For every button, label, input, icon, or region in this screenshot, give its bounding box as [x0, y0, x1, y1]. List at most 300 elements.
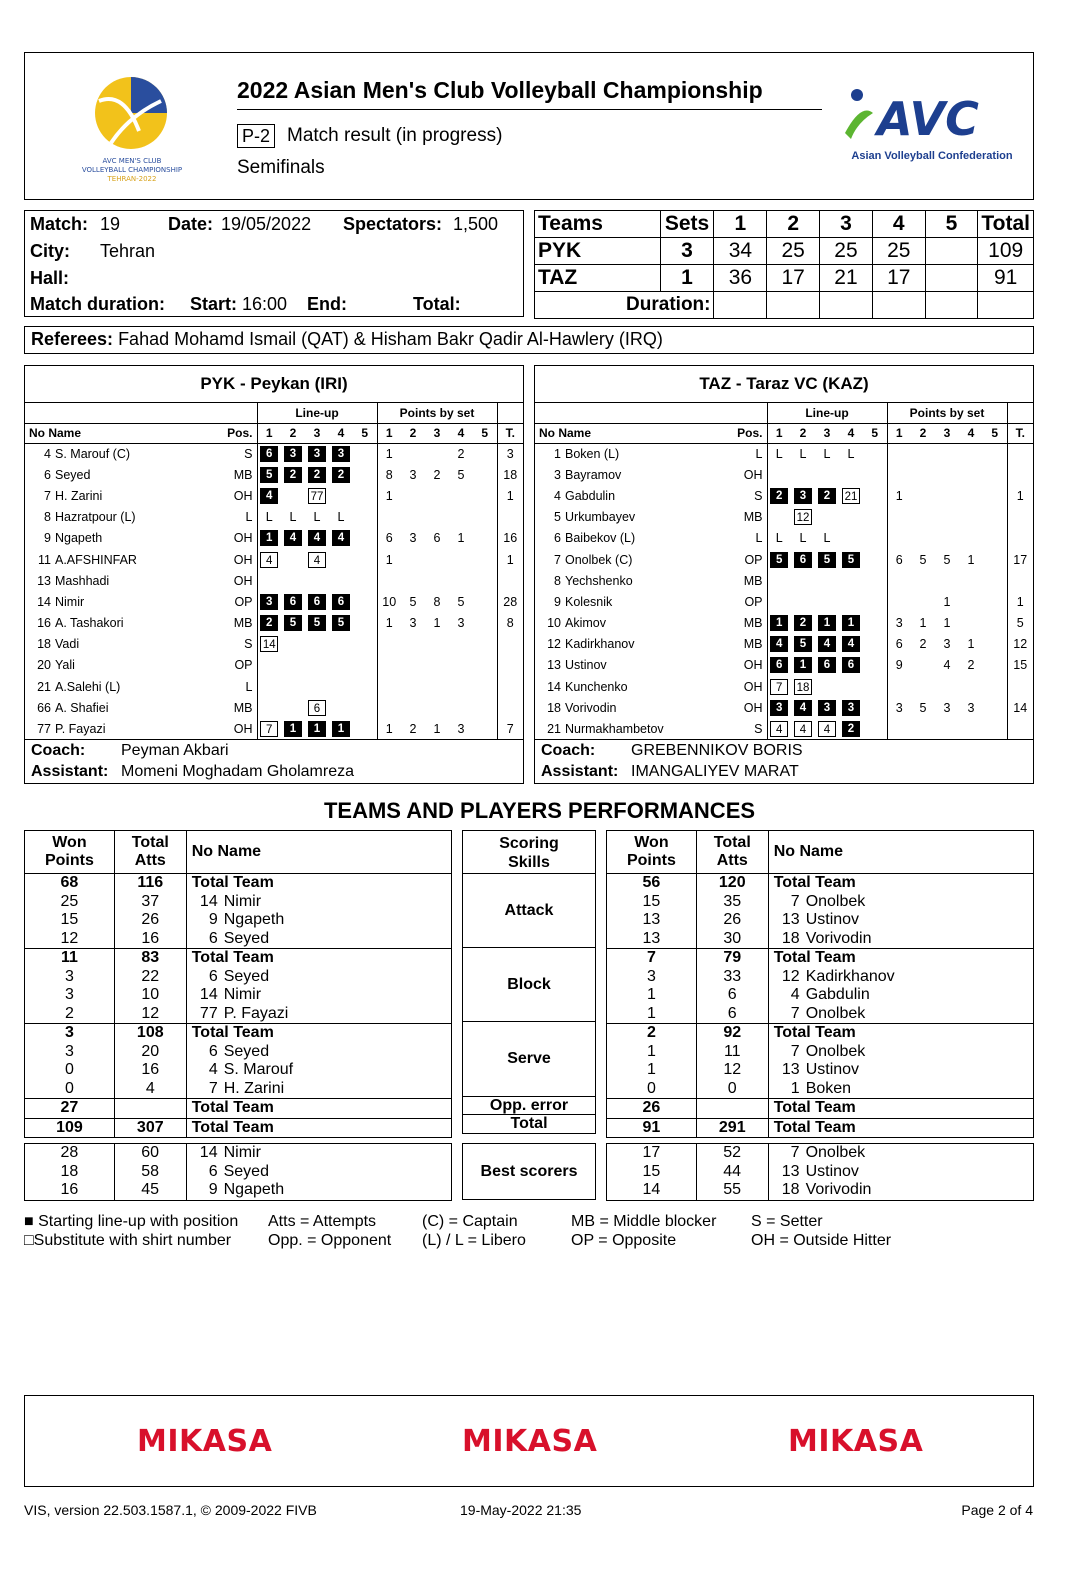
player-name-text: S. Marouf: [223, 1061, 294, 1078]
total-atts-cell: 26: [114, 911, 186, 930]
player-name-text: Gabdulin: [805, 986, 870, 1003]
total-atts-cell: 116: [114, 874, 186, 893]
set-points-cell: [911, 507, 935, 528]
player-total-points: 3: [497, 443, 523, 464]
set-points-cell: [887, 464, 911, 485]
won-points-cell: 1: [607, 1043, 697, 1062]
lineup-cell: [839, 613, 863, 634]
city-label: City:: [30, 241, 70, 261]
sponsor-logo: MIKASA: [788, 1424, 924, 1459]
sets-duration-row: [535, 292, 1034, 319]
starting-position-marker: 2: [770, 488, 788, 504]
total-atts-cell: 37: [114, 893, 186, 912]
lineup-cell: [839, 718, 863, 739]
set-points-cell: 1: [943, 616, 951, 631]
lineup-set-header: 3: [815, 423, 839, 443]
player-name: [535, 655, 735, 676]
starting-position-marker: 3: [308, 446, 326, 462]
player-name-text: A.Salehi (L): [55, 679, 121, 694]
set-points-cell: [887, 528, 911, 549]
player-name-text: Yali: [55, 658, 75, 673]
player-total-points: 1: [497, 485, 523, 506]
player-name: [535, 697, 735, 718]
player-name-text: P. Fayazi: [55, 721, 106, 736]
header-panel: [24, 52, 1034, 200]
set-points-cell: [425, 443, 449, 464]
player-name-text: Ustinov: [805, 911, 860, 928]
player-row: [25, 507, 523, 528]
set-points-cell: 3: [943, 637, 951, 652]
player-name: [535, 443, 735, 464]
points-set-header: 1: [887, 423, 911, 443]
won-points-cell: 11: [25, 949, 115, 968]
set-points-cell: [935, 718, 959, 739]
player-cell: [768, 1144, 1033, 1163]
total-atts-cell: 55: [696, 1181, 768, 1200]
starting-position-marker: 1: [818, 615, 836, 631]
starting-position-marker: 3: [332, 446, 350, 462]
player-cell: [186, 1181, 451, 1200]
lineup-cell: [839, 549, 863, 570]
set-points-cell: [887, 591, 911, 612]
set-duration: [872, 292, 925, 319]
player-stat-row: [25, 1163, 452, 1182]
libero-marker: L: [823, 446, 831, 461]
starting-position-marker: 6: [332, 594, 350, 610]
roster-table: [25, 403, 523, 740]
set-points-cell: 1: [919, 616, 927, 631]
player-position: OH: [743, 467, 763, 482]
libero-marker: L: [289, 510, 297, 525]
player-cell: [186, 1005, 451, 1024]
lineup-cell: [767, 676, 791, 697]
player-name-text: Nimir: [223, 986, 262, 1003]
player-number: 12: [547, 637, 561, 652]
player-row: [535, 591, 1033, 612]
match-date: 19/05/2022: [221, 214, 312, 234]
player-position: L: [245, 510, 253, 525]
player-total-points: [497, 507, 523, 528]
player-row: [25, 464, 523, 485]
player-row: [25, 613, 523, 634]
player-number: 13: [781, 911, 800, 928]
set-points-cell: 1: [377, 485, 401, 506]
set-points-cell: 2: [919, 637, 927, 652]
player-cell: [186, 968, 451, 987]
substitute-marker: 7: [770, 679, 788, 695]
player-cell: Total Team: [768, 1118, 1033, 1138]
lineup-cell: [839, 464, 863, 485]
set-points-cell: 2: [433, 467, 441, 482]
player-row: [535, 655, 1033, 676]
legend-s: S = Setter: [751, 1213, 823, 1230]
total-label: Total:: [413, 294, 461, 314]
libero-marker: L: [775, 531, 783, 546]
total-header: T.: [1007, 423, 1033, 443]
starting-position-marker: 4: [260, 488, 278, 504]
player-row: [25, 485, 523, 506]
set-points-cell: [959, 570, 983, 591]
player-total-points: 14: [1007, 697, 1033, 718]
player-cell: Total Team: [191, 874, 274, 891]
set-score: 34: [714, 238, 767, 265]
player-cell: Total Team: [186, 949, 451, 968]
player-number: 9: [208, 911, 218, 928]
player-number: 9: [44, 531, 51, 546]
starting-position-marker: 5: [260, 467, 278, 483]
set-points-cell: 3: [887, 613, 911, 634]
set-points-cell: 2: [401, 718, 425, 739]
player-stat-row: [607, 968, 1034, 987]
set-points-cell: 5: [943, 552, 951, 567]
set-points-cell: [401, 634, 425, 655]
total-atts-cell: 16: [114, 1061, 186, 1080]
set-points-cell: [935, 443, 959, 464]
player-position: MB: [743, 573, 763, 588]
player-number: 77: [199, 1004, 218, 1022]
set-points-cell: [401, 485, 425, 506]
won-points-cell: 3: [25, 1043, 115, 1062]
lineup-set-header: 2: [791, 423, 815, 443]
set-points-cell: [473, 528, 497, 549]
lineup-cell: [815, 655, 839, 676]
player-row: [25, 528, 523, 549]
player-name-text: Vadi: [55, 637, 80, 652]
set-points-cell: [449, 570, 473, 591]
player-cell: [186, 930, 451, 949]
player-name-text: Vorivodin: [805, 929, 872, 947]
lineup-cell: [305, 718, 329, 739]
set-points-cell: [959, 464, 983, 485]
player-name-text: Boken (L): [565, 446, 620, 461]
lineup-cell: [353, 676, 377, 697]
player-name-text: S. Marouf (C): [55, 446, 131, 461]
player-position: OH: [225, 718, 257, 739]
lineup-cell: [839, 676, 863, 697]
player-row: [535, 549, 1033, 570]
player-stat-row: [607, 1181, 1034, 1200]
set-points-cell: [449, 697, 473, 718]
legend-oh: OH = Outside Hitter: [751, 1232, 892, 1249]
set-points-cell: [911, 676, 935, 697]
player-name: [535, 570, 735, 591]
lineup-cell: [791, 485, 815, 506]
set-points-cell: [983, 464, 1007, 485]
lineup-cell: [839, 697, 863, 718]
starting-position-marker: 3: [770, 700, 788, 716]
lineup-cell: [791, 570, 815, 591]
total-atts-cell: 79: [696, 949, 768, 968]
player-name: [535, 718, 735, 739]
starting-position-marker: 3: [842, 700, 860, 716]
set-score: 17: [872, 265, 925, 292]
won-points-cell: 15: [25, 911, 115, 930]
won-points-cell: 109: [25, 1118, 115, 1138]
lineup-cell: [353, 443, 377, 464]
lineup-cell: [791, 655, 815, 676]
set-points-cell: 9: [887, 655, 911, 676]
player-name-text: Kunchenko: [565, 679, 628, 694]
player-number: 9: [554, 594, 561, 609]
lineup-cell: [863, 697, 887, 718]
lineup-cell: [839, 528, 863, 549]
player-name-text: Onolbek: [805, 892, 866, 910]
starting-position-marker: 5: [284, 615, 302, 631]
player-cell: [768, 893, 1033, 912]
set-points-cell: [473, 655, 497, 676]
skills-header-line: Scoring: [499, 835, 559, 852]
substitute-marker: 4: [818, 721, 836, 737]
set-points-cell: [983, 549, 1007, 570]
player-position: MB: [743, 637, 763, 652]
player-number: 7: [554, 552, 561, 567]
sets-team-code: PYK: [535, 238, 661, 265]
lineup-cell: [353, 549, 377, 570]
player-number: 3: [554, 467, 561, 482]
roster-group-header: [535, 403, 1033, 423]
start-time: 16:00: [242, 294, 288, 314]
total-atts-cell: 22: [114, 968, 186, 987]
set-points-cell: [425, 676, 449, 697]
total-atts-header: Total Atts: [114, 831, 186, 874]
player-number: 77: [37, 721, 51, 736]
player-cell: [768, 1061, 1033, 1080]
sets-header-row: [535, 211, 1034, 238]
player-name: [25, 634, 225, 655]
points-set-header: 2: [401, 423, 425, 443]
won-points-cell: 1: [607, 1061, 697, 1080]
set-points-cell: [377, 697, 401, 718]
player-number: 20: [37, 658, 51, 673]
starting-position-marker: 4: [842, 636, 860, 652]
lineup-set-header: 3: [305, 423, 329, 443]
starting-position-marker: 6: [260, 446, 278, 462]
lineup-cell: [281, 591, 305, 612]
player-name-text: Kadirkhanov: [565, 637, 635, 652]
lineup-cell: [305, 485, 329, 506]
lineup-set-header: 1: [257, 423, 281, 443]
total-duration: [978, 292, 1034, 319]
player-position: MB: [233, 616, 253, 631]
starting-position-marker: 1: [308, 721, 326, 737]
set-points-cell: [983, 507, 1007, 528]
set-points-cell: 3: [457, 616, 465, 631]
player-name-text: Ustinov: [805, 1162, 859, 1180]
starting-position-marker: 2: [332, 467, 350, 483]
set-points-cell: [911, 464, 935, 485]
starting-position-marker: 4: [308, 530, 326, 546]
lineup-cell: [863, 485, 887, 506]
player-cell: [768, 930, 1033, 949]
player-number: 16: [37, 616, 51, 631]
player-cell: [768, 1181, 1033, 1200]
set-points-cell: 6: [887, 634, 911, 655]
player-number: 11: [38, 552, 51, 567]
referees-label: Referees:: [31, 329, 114, 349]
coach-name: Peyman Akbari: [121, 742, 229, 759]
lineup-cell: [353, 507, 377, 528]
player-name-text: Nurmakhambetov: [565, 721, 664, 736]
player-position: L: [755, 446, 763, 461]
player-position: S: [244, 637, 253, 652]
sets-header-1: 1: [714, 211, 767, 238]
lineup-cell: [791, 718, 815, 739]
set-points-cell: [473, 697, 497, 718]
team-panel-taz: [534, 365, 1034, 784]
lineup-cell: [305, 507, 329, 528]
player-number: 14: [547, 679, 561, 694]
player-number: 7: [44, 488, 51, 503]
player-number: 6: [208, 929, 218, 947]
starting-position-marker: 4: [794, 700, 812, 716]
set-points-cell: 10: [377, 591, 401, 612]
player-cell: [186, 893, 451, 912]
lineup-cell: [791, 697, 815, 718]
lineup-cell: [767, 507, 791, 528]
set-duration: [820, 292, 873, 319]
lineup-cell: [791, 676, 815, 697]
player-total-points: 1: [1007, 591, 1033, 612]
won-points-cell: 91: [607, 1118, 697, 1138]
set-points-cell: 1: [967, 637, 975, 652]
lineup-cell: [329, 443, 353, 464]
player-name-text: Baibekov (L): [565, 531, 636, 546]
lineup-cell: [815, 443, 839, 464]
lineup-cell: [863, 591, 887, 612]
player-position: L: [755, 531, 763, 546]
substitute-marker: 4: [260, 552, 278, 568]
set-points-cell: [983, 591, 1007, 612]
set-points-cell: [449, 549, 473, 570]
total-atts-cell: 11: [696, 1043, 768, 1062]
lineup-set-header: 5: [863, 423, 887, 443]
player-position: OH: [743, 700, 763, 715]
total-atts-cell: 10: [114, 986, 186, 1005]
player-cell: Total Team: [768, 1099, 1033, 1119]
lineup-cell: [791, 634, 815, 655]
player-name: [535, 549, 735, 570]
set-points-cell: [449, 634, 473, 655]
lineup-cell: [329, 507, 353, 528]
team-total-row: [25, 1024, 452, 1043]
player-stat-row: [25, 1181, 452, 1200]
player-position: MB: [743, 616, 763, 631]
lineup-cell: [791, 549, 815, 570]
lineup-cell: [281, 634, 305, 655]
lineup-cell: [353, 718, 377, 739]
roster-column-header: [535, 423, 1033, 443]
player-name-text: H. Zarini: [223, 1079, 285, 1097]
player-stat-row: [25, 968, 452, 987]
lineup-set-header: 1: [767, 423, 791, 443]
player-name-text: Kolesnik: [565, 594, 613, 609]
player-number: 6: [208, 1042, 218, 1060]
player-name: [535, 676, 735, 697]
player-number: 7: [790, 892, 800, 910]
lineup-cell: [329, 528, 353, 549]
player-name-text: Urkumbayev: [565, 510, 636, 525]
assistant-label: Assistant:: [541, 763, 619, 780]
starting-position-marker: 5: [818, 552, 836, 568]
lineup-cell: [329, 718, 353, 739]
svg-text:TEHRAN-2022: TEHRAN-2022: [107, 175, 157, 183]
lineup-cell: [767, 697, 791, 718]
starting-position-marker: 6: [842, 657, 860, 673]
team-total-row: [607, 949, 1034, 968]
skill-block: Block: [462, 947, 596, 1022]
lineup-cell: [257, 676, 281, 697]
player-row: [535, 507, 1033, 528]
lineup-cell: [767, 718, 791, 739]
legend-opp: Opp. = Opponent: [268, 1232, 392, 1249]
starting-position-marker: 2: [260, 615, 278, 631]
end-label: End:: [307, 294, 347, 314]
page-code-badge: P-2: [237, 124, 275, 148]
lineup-header: Line-up: [767, 403, 887, 423]
player-number: 18: [547, 700, 561, 715]
lineup-cell: [863, 676, 887, 697]
won-points-cell: 16: [25, 1181, 115, 1200]
lineup-cell: [329, 655, 353, 676]
lineup-cell: [281, 697, 305, 718]
player-name: [25, 549, 225, 570]
lineup-cell: [281, 549, 305, 570]
starting-position-marker: 4: [770, 636, 788, 652]
lineup-cell: [815, 464, 839, 485]
set-points-cell: [959, 718, 983, 739]
set-points-cell: [935, 507, 959, 528]
set-points-cell: [959, 613, 983, 634]
won-points-cell: 15: [607, 1163, 697, 1182]
best-scorers-pyk: [24, 1143, 452, 1201]
player-position: S: [244, 446, 253, 461]
lineup-cell: [281, 613, 305, 634]
lineup-cell: [257, 591, 281, 612]
player-cell: [768, 1163, 1033, 1182]
lineup-cell: [839, 634, 863, 655]
total-atts-cell: 307: [114, 1118, 186, 1138]
total-atts-cell: 45: [114, 1181, 186, 1200]
coach-label: Coach:: [541, 742, 596, 759]
lineup-cell: [257, 613, 281, 634]
libero-marker: L: [337, 510, 345, 525]
player-row: [535, 528, 1033, 549]
player-number: 4: [44, 446, 51, 461]
total-atts-cell: [696, 1099, 768, 1119]
player-stat-row: [25, 911, 452, 930]
player-number: 18: [781, 929, 800, 947]
team-total-row: [607, 1024, 1034, 1043]
player-name-text: Ngapeth: [223, 911, 285, 928]
set-points-cell: 1: [425, 718, 449, 739]
player-name-text: Onolbek: [805, 1144, 866, 1161]
set-points-cell: [911, 485, 935, 506]
lineup-cell: [305, 570, 329, 591]
starting-position-marker: 1: [332, 721, 350, 737]
player-stat-row: [25, 1061, 452, 1080]
assistant-line: [541, 763, 799, 781]
sponsor-panel: [24, 1395, 1034, 1487]
player-total-points: 12: [1007, 634, 1033, 655]
team-total-row: [25, 874, 452, 893]
lineup-set-header: 4: [329, 423, 353, 443]
set-points-cell: 1: [457, 531, 465, 546]
won-points-cell: 18: [25, 1163, 115, 1182]
player-name-text: Ngapeth: [55, 531, 103, 546]
total-atts-cell: 33: [696, 968, 768, 987]
set-score: 25: [767, 238, 820, 265]
player-name-text: A. Tashakori: [55, 616, 124, 631]
